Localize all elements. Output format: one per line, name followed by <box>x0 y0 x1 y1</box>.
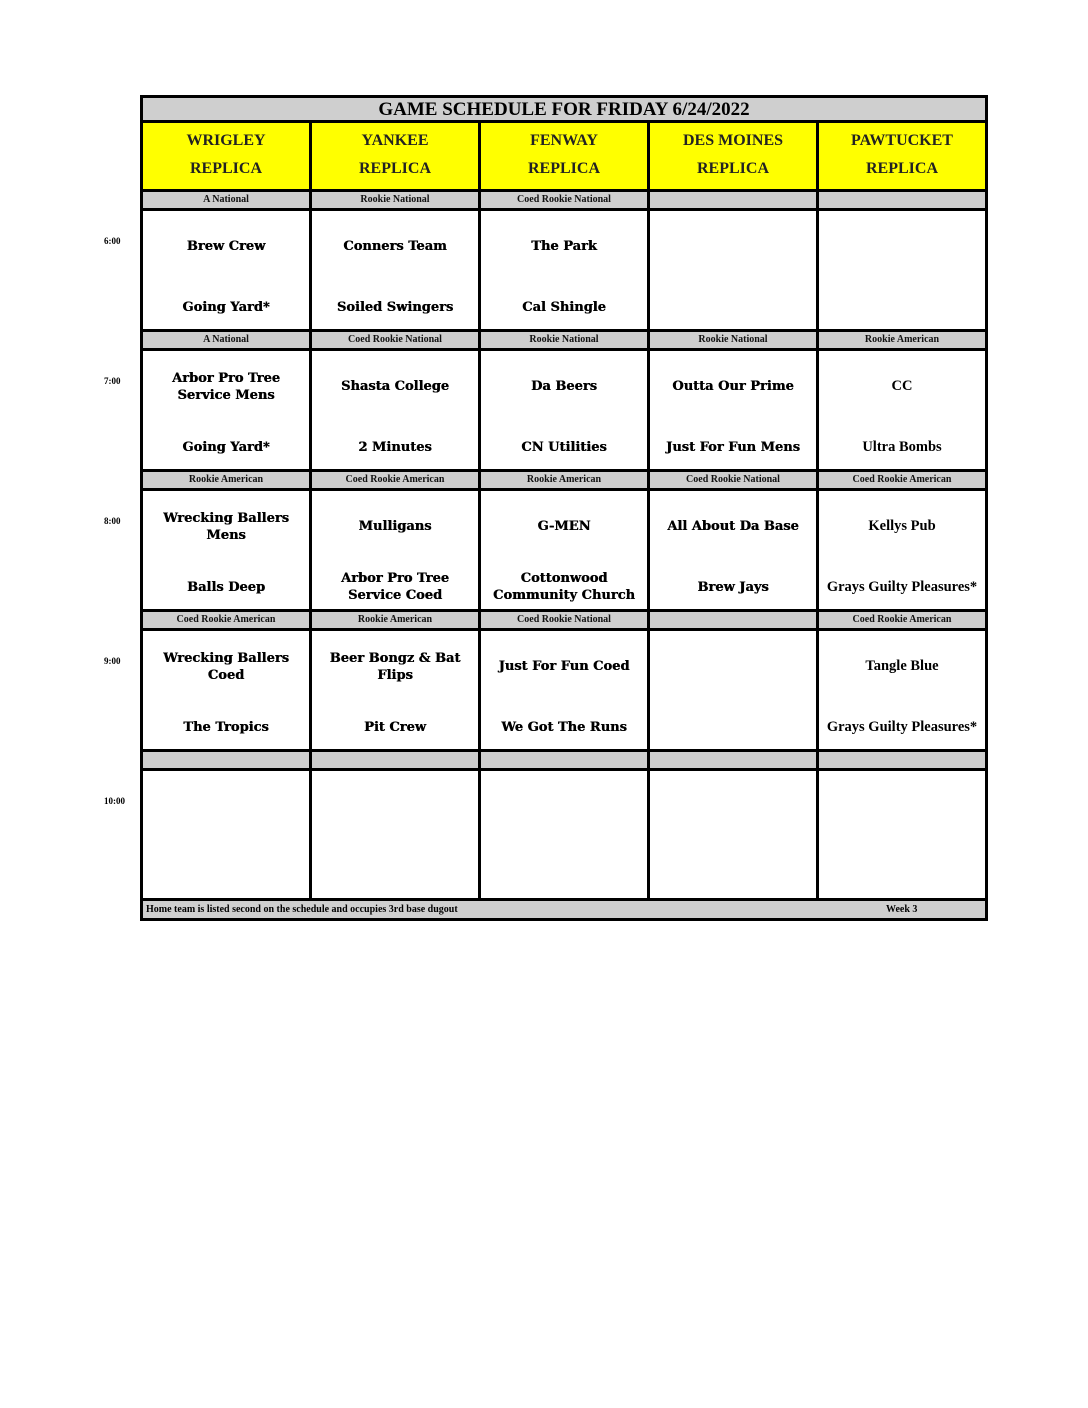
field-subtitle: REPLICA <box>865 160 938 177</box>
away-team: Mulligans <box>358 519 432 534</box>
away-team: Tangle Blue <box>865 658 939 674</box>
division-label: Rookie American <box>143 472 309 488</box>
home-team: Balls Deep <box>186 580 266 595</box>
field-name: PAWTUCKET <box>851 132 953 149</box>
field-subtitle: REPLICA <box>358 160 431 177</box>
division-label: Coed Rookie National <box>312 332 478 348</box>
row-divider <box>143 208 985 211</box>
home-team: 2 Minutes <box>358 440 432 455</box>
division-label: Rookie American <box>819 332 985 348</box>
away-team: Just For Fun Coed <box>498 659 630 674</box>
division-label: Coed Rookie American <box>143 612 309 628</box>
column-divider <box>309 123 312 898</box>
field-header-yankee <box>312 123 478 192</box>
time-label: 7:00 <box>104 376 121 386</box>
home-team: Pit Crew <box>364 720 426 735</box>
away-team: Da Beers <box>531 379 597 394</box>
away-team: Conners Team <box>343 239 447 254</box>
field-name: DES MOINES <box>682 132 784 149</box>
schedule-table <box>140 95 988 921</box>
home-team: CN Utilities <box>521 440 607 455</box>
row-divider <box>143 768 985 771</box>
division-label <box>819 752 985 768</box>
home-team: Cal Shingle <box>522 300 606 315</box>
division-label: Coed Rookie American <box>819 472 985 488</box>
division-label: A National <box>143 192 309 208</box>
division-label <box>819 192 985 208</box>
division-label: Coed Rookie National <box>481 192 647 208</box>
division-label: A National <box>143 332 309 348</box>
away-team: All About Da Base <box>667 519 799 534</box>
field-header-fenway <box>481 123 647 192</box>
home-team: Grays Guilty Pleasures* <box>826 579 978 595</box>
away-team: Arbor Pro Tree Service Mens <box>171 371 280 403</box>
away-team: G-MEN <box>537 519 591 534</box>
division-label: Coed Rookie American <box>819 612 985 628</box>
field-subtitle: REPLICA <box>696 160 769 177</box>
division-label <box>143 752 309 768</box>
home-team: We Got The Runs <box>501 720 627 735</box>
division-label <box>312 752 478 768</box>
footer-note: Home team is listed second on the schedule and occupies 3rd base dugout <box>146 904 458 915</box>
division-label: Rookie National <box>650 332 816 348</box>
home-team: Ultra Bombs <box>862 439 942 455</box>
away-team: Beer Bongz & Bat Flips <box>329 651 461 683</box>
home-team: Going Yard* <box>182 440 270 455</box>
home-team: Just For Fun Mens <box>666 440 800 455</box>
row-divider <box>143 488 985 491</box>
footer-bar <box>143 898 985 918</box>
away-team: Brew Crew <box>186 239 266 254</box>
division-label: Coed Rookie National <box>650 472 816 488</box>
home-team: Going Yard* <box>182 300 270 315</box>
row-divider <box>143 628 985 631</box>
field-subtitle: REPLICA <box>527 160 600 177</box>
home-team: Soiled Swingers <box>336 300 454 315</box>
column-divider <box>647 123 650 898</box>
field-name: FENWAY <box>530 132 598 149</box>
time-label: 8:00 <box>104 516 121 526</box>
away-team: The Park <box>531 239 597 254</box>
division-label: Rookie National <box>312 192 478 208</box>
row-divider <box>143 348 985 351</box>
home-team: The Tropics <box>183 720 269 735</box>
home-team: Cottonwood Community Church <box>493 571 635 603</box>
away-team: Wrecking Ballers Mens <box>163 511 289 543</box>
home-team: Brew Jays <box>697 580 769 595</box>
field-name: WRIGLEY <box>186 132 266 149</box>
field-subtitle: REPLICA <box>189 160 262 177</box>
week-label: Week 3 <box>886 904 918 915</box>
division-label <box>650 192 816 208</box>
field-header-wrigley <box>143 123 309 192</box>
away-team: Kellys Pub <box>868 518 936 534</box>
division-label: Rookie National <box>481 332 647 348</box>
column-divider <box>478 123 481 898</box>
field-header-des-moines <box>650 123 816 192</box>
away-team: Outta Our Prime <box>672 379 794 394</box>
division-label <box>650 612 816 628</box>
away-team: CC <box>891 378 913 394</box>
home-team: Grays Guilty Pleasures* <box>826 719 978 735</box>
division-label <box>481 752 647 768</box>
column-divider <box>816 123 819 898</box>
field-header-pawtucket <box>819 123 985 192</box>
division-label <box>650 752 816 768</box>
field-name: YANKEE <box>361 132 429 149</box>
division-label: Coed Rookie National <box>481 612 647 628</box>
home-team: Arbor Pro Tree Service Coed <box>340 571 449 603</box>
time-label: 6:00 <box>104 236 121 246</box>
away-team: Shasta College <box>340 379 450 394</box>
division-label: Coed Rookie American <box>312 472 478 488</box>
away-team: Wrecking Ballers Coed <box>163 651 289 683</box>
time-label: 9:00 <box>104 656 121 666</box>
schedule-title: GAME SCHEDULE FOR FRIDAY 6/24/2022 <box>143 98 985 123</box>
time-label: 10:00 <box>104 796 125 806</box>
division-label: Rookie American <box>312 612 478 628</box>
division-label: Rookie American <box>481 472 647 488</box>
